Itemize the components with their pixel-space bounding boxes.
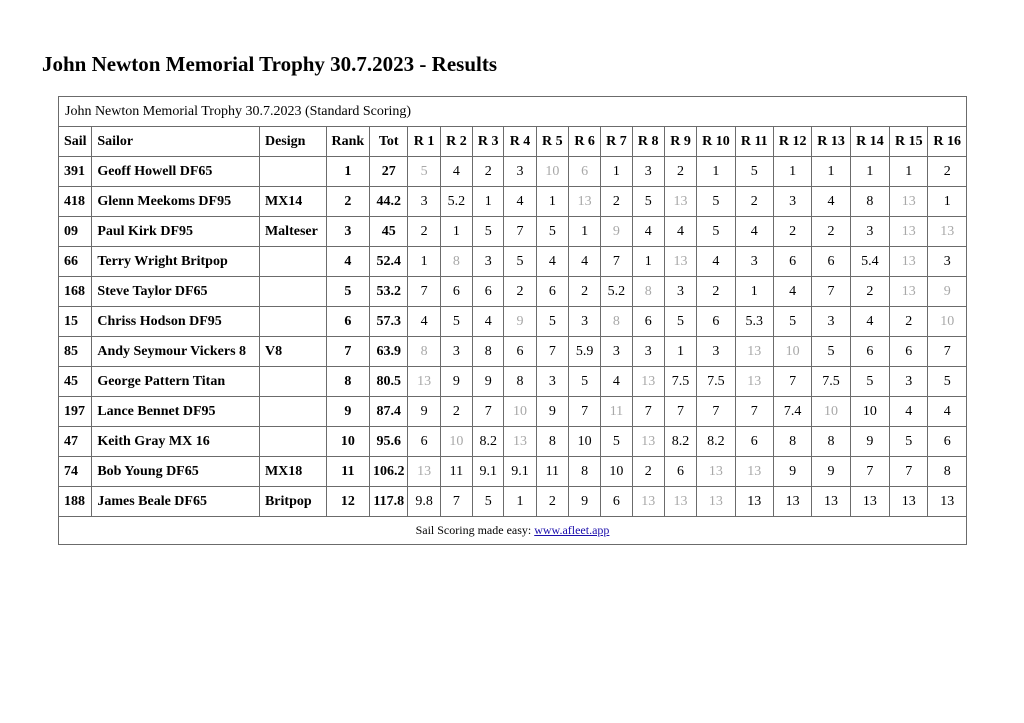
race-score-cell: 2 [697,277,735,307]
race-score-cell: 9.8 [408,487,440,517]
race-score-cell: 8 [408,337,440,367]
race-score-cell: 10 [601,457,632,487]
race-score-cell: 5.9 [568,337,600,367]
race-score-cell: 6 [697,307,735,337]
race-score-cell: 5 [735,157,773,187]
sail-cell: 85 [59,337,92,367]
sailor-cell: Bob Young DF65 [92,457,260,487]
sailor-cell: Andy Seymour Vickers 8 [92,337,260,367]
total-cell: 87.4 [370,397,408,427]
race-score-cell: 1 [408,247,440,277]
race-score-cell: 5 [697,187,735,217]
race-score-cell: 13 [408,367,440,397]
results-body [59,157,967,517]
race-score-cell: 13 [890,277,928,307]
rank-cell: 9 [326,397,369,427]
sailor-cell: Lance Bennet DF95 [92,397,260,427]
column-header: Design [259,127,326,157]
table-row [59,247,967,277]
sail-cell: 391 [59,157,92,187]
race-score-cell: 4 [697,247,735,277]
race-score-cell: 5.2 [601,277,632,307]
race-score-cell: 4 [473,307,504,337]
race-score-cell: 13 [632,367,664,397]
column-header: R 1 [408,127,440,157]
race-score-cell: 7 [773,367,811,397]
race-score-cell: 13 [928,217,967,247]
race-score-cell: 13 [890,187,928,217]
race-score-cell: 1 [890,157,928,187]
race-score-cell: 5.2 [440,187,472,217]
race-score-cell: 7 [536,337,568,367]
race-score-cell: 9 [504,307,536,337]
table-row [59,187,967,217]
race-score-cell: 4 [568,247,600,277]
race-score-cell: 6 [850,337,889,367]
race-score-cell: 9 [536,397,568,427]
column-header: R 11 [735,127,773,157]
column-header: R 8 [632,127,664,157]
race-score-cell: 6 [735,427,773,457]
page-title: John Newton Memorial Trophy 30.7.2023 - Results [42,52,498,76]
race-score-cell: 4 [850,307,889,337]
race-score-cell: 10 [440,427,472,457]
rank-cell: 1 [326,157,369,187]
race-score-cell: 4 [504,187,536,217]
race-score-cell: 7 [928,337,967,367]
race-score-cell: 2 [568,277,600,307]
race-score-cell: 4 [735,217,773,247]
race-score-cell: 9 [568,487,600,517]
race-score-cell: 2 [408,217,440,247]
sailor-cell: Steve Taylor DF65 [92,277,260,307]
column-header: R 12 [773,127,811,157]
race-score-cell: 3 [536,367,568,397]
race-score-cell: 13 [408,457,440,487]
race-score-cell: 9 [440,367,472,397]
race-score-cell: 7 [601,247,632,277]
race-score-cell: 1 [632,247,664,277]
sailor-cell: Geoff Howell DF65 [92,157,260,187]
column-header: R 7 [601,127,632,157]
race-score-cell: 6 [473,277,504,307]
total-cell: 95.6 [370,427,408,457]
race-score-cell: 4 [664,217,696,247]
race-score-cell: 9 [850,427,889,457]
sail-cell: 09 [59,217,92,247]
total-cell: 52.4 [370,247,408,277]
race-score-cell: 10 [928,307,967,337]
race-score-cell: 5 [440,307,472,337]
race-score-cell: 5 [632,187,664,217]
sailor-cell: Paul Kirk DF95 [92,217,260,247]
sail-cell: 47 [59,427,92,457]
race-score-cell: 13 [664,247,696,277]
race-score-cell: 5 [473,217,504,247]
rank-cell: 12 [326,487,369,517]
race-score-cell: 2 [735,187,773,217]
race-score-cell: 9 [773,457,811,487]
column-header: R 3 [473,127,504,157]
header-row [59,127,967,157]
sailor-cell: George Pattern Titan [92,367,260,397]
race-score-cell: 5 [408,157,440,187]
race-score-cell: 6 [408,427,440,457]
race-score-cell: 8.2 [697,427,735,457]
sailor-cell: Glenn Meekoms DF95 [92,187,260,217]
race-score-cell: 1 [812,157,850,187]
race-score-cell: 1 [928,187,967,217]
sailor-cell: Chriss Hodson DF95 [92,307,260,337]
race-score-cell: 8 [812,427,850,457]
race-score-cell: 3 [812,307,850,337]
race-score-cell: 7.5 [697,367,735,397]
race-score-cell: 2 [504,277,536,307]
race-score-cell: 6 [504,337,536,367]
race-score-cell: 3 [773,187,811,217]
race-score-cell: 3 [473,247,504,277]
race-score-cell: 2 [890,307,928,337]
race-score-cell: 1 [536,187,568,217]
race-score-cell: 6 [601,487,632,517]
column-header: R 10 [697,127,735,157]
sail-cell: 45 [59,367,92,397]
race-score-cell: 7 [440,487,472,517]
race-score-cell: 13 [664,487,696,517]
footer-cell [59,517,967,545]
column-header: Sailor [92,127,260,157]
rank-cell: 2 [326,187,369,217]
table-row [59,157,967,187]
race-score-cell: 2 [601,187,632,217]
race-score-cell: 4 [890,397,928,427]
race-score-cell: 2 [440,397,472,427]
sail-cell: 15 [59,307,92,337]
race-score-cell: 9 [408,397,440,427]
race-score-cell: 1 [601,157,632,187]
rank-cell: 4 [326,247,369,277]
race-score-cell: 2 [812,217,850,247]
race-score-cell: 7.4 [773,397,811,427]
column-header: Rank [326,127,369,157]
rank-cell: 8 [326,367,369,397]
design-cell [259,397,326,427]
sail-cell: 168 [59,277,92,307]
race-score-cell: 2 [850,277,889,307]
race-score-cell: 8 [632,277,664,307]
race-score-cell: 3 [632,337,664,367]
total-cell: 27 [370,157,408,187]
column-header: Tot [370,127,408,157]
total-cell: 57.3 [370,307,408,337]
design-cell: MX14 [259,187,326,217]
sail-cell: 66 [59,247,92,277]
race-score-cell: 6 [632,307,664,337]
race-score-cell: 5.3 [735,307,773,337]
race-score-cell: 3 [890,367,928,397]
race-score-cell: 11 [440,457,472,487]
race-score-cell: 7 [697,397,735,427]
race-score-cell: 13 [773,487,811,517]
race-score-cell: 1 [473,187,504,217]
table-row [59,337,967,367]
race-score-cell: 9 [601,217,632,247]
race-score-cell: 8 [850,187,889,217]
race-score-cell: 5 [568,367,600,397]
total-cell: 63.9 [370,337,408,367]
total-cell: 80.5 [370,367,408,397]
rank-cell: 6 [326,307,369,337]
race-score-cell: 3 [928,247,967,277]
race-score-cell: 4 [632,217,664,247]
race-score-cell: 7 [568,397,600,427]
race-score-cell: 8.2 [664,427,696,457]
race-score-cell: 6 [568,157,600,187]
total-cell: 117.8 [370,487,408,517]
race-score-cell: 3 [735,247,773,277]
race-score-cell: 5 [890,427,928,457]
table-row [59,277,967,307]
race-score-cell: 4 [812,187,850,217]
race-score-cell: 11 [536,457,568,487]
column-header: R 6 [568,127,600,157]
race-score-cell: 13 [890,247,928,277]
column-header: R 9 [664,127,696,157]
race-score-cell: 7 [473,397,504,427]
race-score-cell: 9 [928,277,967,307]
rank-cell: 7 [326,337,369,367]
race-score-cell: 6 [890,337,928,367]
sailor-cell: James Beale DF65 [92,487,260,517]
race-score-cell: 8 [536,427,568,457]
race-score-cell: 9 [473,367,504,397]
sailor-cell: Keith Gray MX 16 [92,427,260,457]
race-score-cell: 2 [664,157,696,187]
race-score-cell: 10 [812,397,850,427]
race-score-cell: 7.5 [812,367,850,397]
race-score-cell: 13 [735,337,773,367]
column-header: R 16 [928,127,967,157]
race-score-cell: 8 [928,457,967,487]
race-score-cell: 7 [812,277,850,307]
race-score-cell: 3 [568,307,600,337]
column-header: R 2 [440,127,472,157]
sail-cell: 74 [59,457,92,487]
race-score-cell: 13 [812,487,850,517]
race-score-cell: 5 [850,367,889,397]
race-score-cell: 1 [697,157,735,187]
rank-cell: 3 [326,217,369,247]
column-header: Sail [59,127,92,157]
race-score-cell: 9.1 [473,457,504,487]
race-score-cell: 13 [504,427,536,457]
race-score-cell: 9.1 [504,457,536,487]
race-score-cell: 8 [773,427,811,457]
results-table [58,96,967,545]
race-score-cell: 5 [812,337,850,367]
race-score-cell: 5.4 [850,247,889,277]
race-score-cell: 13 [890,217,928,247]
race-score-cell: 13 [697,487,735,517]
race-score-cell: 3 [440,337,472,367]
design-cell [259,307,326,337]
race-score-cell: 7 [735,397,773,427]
race-score-cell: 13 [568,187,600,217]
column-header: R 4 [504,127,536,157]
race-score-cell: 1 [773,157,811,187]
race-score-cell: 4 [408,307,440,337]
race-score-cell: 2 [928,157,967,187]
race-score-cell: 4 [536,247,568,277]
race-score-cell: 7 [890,457,928,487]
column-header: R 15 [890,127,928,157]
race-score-cell: 13 [928,487,967,517]
footer-row [59,517,967,545]
race-score-cell: 5 [536,307,568,337]
rank-cell: 11 [326,457,369,487]
race-score-cell: 3 [504,157,536,187]
race-score-cell: 1 [568,217,600,247]
sail-cell: 197 [59,397,92,427]
race-score-cell: 6 [812,247,850,277]
race-score-cell: 5 [664,307,696,337]
column-header: R 5 [536,127,568,157]
design-cell: MX18 [259,457,326,487]
race-score-cell: 2 [536,487,568,517]
race-score-cell: 13 [735,487,773,517]
race-score-cell: 6 [928,427,967,457]
sailor-cell: Terry Wright Britpop [92,247,260,277]
race-score-cell: 13 [664,187,696,217]
column-header: R 13 [812,127,850,157]
race-score-cell: 7 [850,457,889,487]
table-row [59,457,967,487]
caption-row [59,97,967,127]
sail-cell: 418 [59,187,92,217]
rank-cell: 5 [326,277,369,307]
race-score-cell: 8.2 [473,427,504,457]
race-score-cell: 10 [536,157,568,187]
table-row [59,307,967,337]
race-score-cell: 8 [504,367,536,397]
race-score-cell: 2 [632,457,664,487]
race-score-cell: 5 [536,217,568,247]
race-score-cell: 13 [632,487,664,517]
race-score-cell: 3 [850,217,889,247]
race-score-cell: 4 [928,397,967,427]
sail-cell: 188 [59,487,92,517]
race-score-cell: 8 [440,247,472,277]
afleet-link[interactable]: www.afleet.app [534,523,610,537]
race-score-cell: 5 [773,307,811,337]
race-score-cell: 13 [697,457,735,487]
race-score-cell: 1 [664,337,696,367]
table-row [59,487,967,517]
race-score-cell: 13 [850,487,889,517]
race-score-cell: 13 [735,457,773,487]
table-row [59,427,967,457]
race-score-cell: 10 [773,337,811,367]
race-score-cell: 9 [812,457,850,487]
column-header: R 14 [850,127,889,157]
race-score-cell: 8 [473,337,504,367]
race-score-cell: 3 [408,187,440,217]
race-score-cell: 5 [504,247,536,277]
table-row [59,367,967,397]
race-score-cell: 10 [504,397,536,427]
race-score-cell: 5 [473,487,504,517]
table-row [59,217,967,247]
design-cell [259,427,326,457]
race-score-cell: 6 [664,457,696,487]
race-score-cell: 6 [773,247,811,277]
race-score-cell: 8 [568,457,600,487]
race-score-cell: 5 [697,217,735,247]
race-score-cell: 3 [601,337,632,367]
race-score-cell: 4 [773,277,811,307]
design-cell [259,367,326,397]
race-score-cell: 4 [601,367,632,397]
race-score-cell: 7.5 [664,367,696,397]
race-score-cell: 6 [440,277,472,307]
design-cell: V8 [259,337,326,367]
race-score-cell: 13 [735,367,773,397]
race-score-cell: 7 [632,397,664,427]
design-cell [259,157,326,187]
footer-text: Sail Scoring made easy: [415,523,535,537]
race-score-cell: 13 [890,487,928,517]
table-row [59,397,967,427]
design-cell [259,277,326,307]
design-cell [259,247,326,277]
race-score-cell: 1 [850,157,889,187]
design-cell: Britpop [259,487,326,517]
rank-cell: 10 [326,427,369,457]
race-score-cell: 8 [601,307,632,337]
race-score-cell: 6 [536,277,568,307]
race-score-cell: 3 [632,157,664,187]
race-score-cell: 5 [928,367,967,397]
race-score-cell: 10 [850,397,889,427]
race-score-cell: 7 [664,397,696,427]
race-score-cell: 2 [473,157,504,187]
race-score-cell: 5 [601,427,632,457]
race-score-cell: 11 [601,397,632,427]
race-score-cell: 4 [440,157,472,187]
race-score-cell: 1 [504,487,536,517]
total-cell: 106.2 [370,457,408,487]
race-score-cell: 1 [440,217,472,247]
race-score-cell: 7 [504,217,536,247]
race-score-cell: 2 [773,217,811,247]
total-cell: 45 [370,217,408,247]
race-score-cell: 13 [632,427,664,457]
race-score-cell: 10 [568,427,600,457]
race-score-cell: 3 [697,337,735,367]
total-cell: 53.2 [370,277,408,307]
design-cell: Malteser [259,217,326,247]
race-score-cell: 1 [735,277,773,307]
race-score-cell: 3 [664,277,696,307]
race-score-cell: 7 [408,277,440,307]
table-caption: John Newton Memorial Trophy 30.7.2023 (Standard Scoring) [59,97,967,127]
total-cell: 44.2 [370,187,408,217]
